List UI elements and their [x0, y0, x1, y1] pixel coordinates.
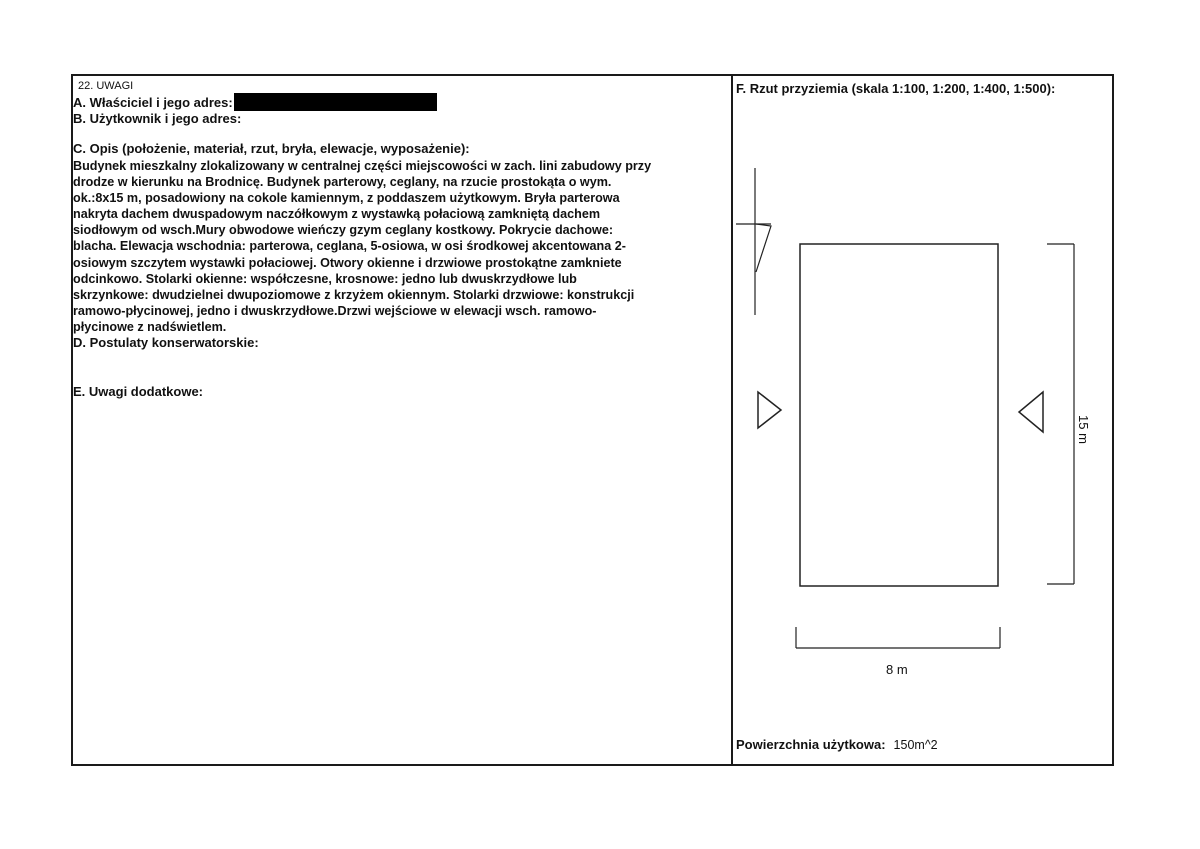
description-line: nakryta dachem dwuspadowym naczółkowym z wystawką połaciową zamkniętą dachem — [73, 207, 601, 222]
usable-area-value: 150m^2 — [893, 738, 938, 752]
description-line: ramowo-płycinowej, jedno i dwuskrzydłowe.Drzwi wejściowe w elewacji wsch. ramowo- — [73, 304, 597, 319]
entrance-triangle-east-icon — [1019, 392, 1043, 432]
description-line: odcinkowo. Stolarki okienne: współczesne, krosnowe: jedno lub dwuskrzydłowe lub — [73, 271, 577, 286]
section-number: 22. UWAGI — [78, 80, 134, 92]
height-dimension-line — [1047, 244, 1074, 584]
height-label: 15 m — [1076, 415, 1091, 444]
entrance-triangle-west-icon — [758, 392, 781, 428]
description-line: Budynek mieszkalny zlokalizowany w centralnej części miejscowości w zach. lini zabudowy przy — [73, 158, 652, 173]
remarks-column — [73, 80, 729, 760]
description-label: C. Opis (położenie, materiał, rzut, bryła, elewacje, wyposażenie): — [73, 141, 470, 157]
description-line: blacha. Elewacja wschodnia: parterowa, ceglana, 5-osiowa, w osi środkowej akcentowana 2- — [73, 239, 626, 254]
owner-label — [73, 93, 729, 111]
usable-area — [736, 737, 938, 752]
description-line: ok.:8x15 m, posadowiony na cokole kamiennym, z poddaszem użytkowym. Bryła parterowa — [73, 190, 620, 205]
description-text — [73, 158, 725, 336]
description-line: drodze w kierunku na Brodnicę. Budynek parterowy, ceglany, na rzucie prostokąta o wym. — [73, 174, 612, 189]
description-line: skrzynkowe: dwudzielnei dwupoziomowe z krzyżem okiennym. Stolarki drzwiowe: konstrukcji — [73, 287, 635, 302]
plan-title: F. Rzut przyziemia (skala 1:100, 1:200, 1:400, 1:500): — [736, 81, 1056, 96]
user-label: B. Użytkownik i jego adres: — [73, 111, 242, 127]
owner-label-text: A. Właściciel i jego adres: — [73, 95, 233, 110]
width-label: 8 m — [886, 662, 908, 677]
additional-remarks-label: E. Uwagi dodatkowe: — [73, 383, 204, 399]
north-arrow-icon — [736, 168, 771, 315]
floor-plan-drawing — [733, 150, 1113, 710]
building-outline — [800, 244, 998, 586]
postulates-label: D. Postulaty konserwatorskie: — [73, 335, 259, 351]
usable-area-label: Powierzchnia użytkowa: — [736, 737, 886, 752]
width-dimension-line — [796, 627, 1000, 648]
description-line: siodłowym od wsch.Mury obwodowe wieńczy gzym ceglany kostkowy. Pokrycie dachowe: — [73, 223, 614, 238]
redaction-bar — [234, 93, 437, 111]
description-line: osiowym szczytem wystawki połaciowej. Otwory okienne i drzwiowe prostokątne zamkniete — [73, 255, 622, 270]
description-line: płycinowe z nadświetlem. — [73, 320, 227, 335]
